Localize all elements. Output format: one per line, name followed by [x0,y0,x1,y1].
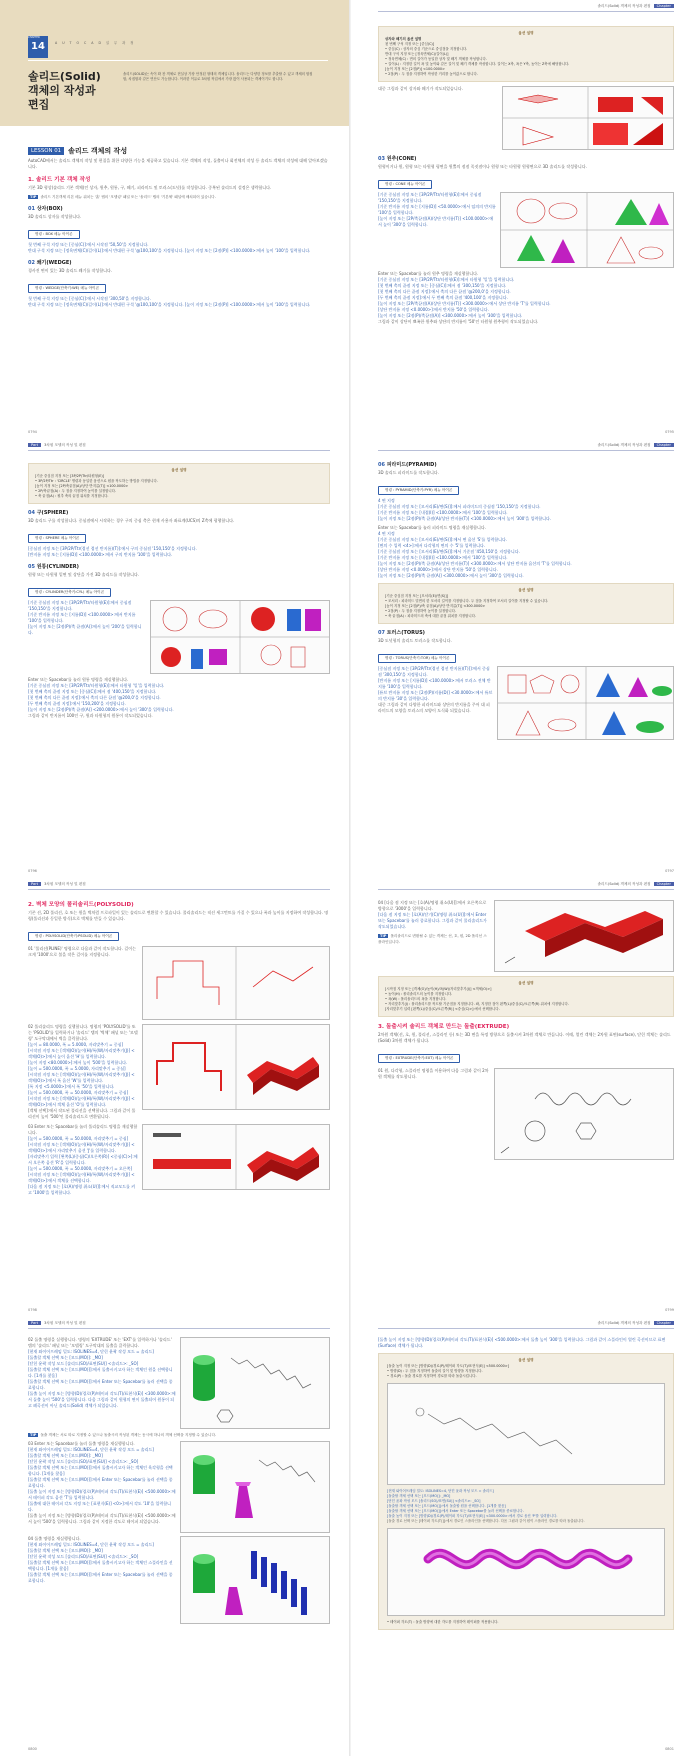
cone-step2: [상단 반지름 지정 <0.0000>]:에서 반지름 '50'을 입력합니다. [378,307,489,312]
pyramid-step: [기준 반지름 지정 또는 [내접(I)] <100.0000>:에서 '100'을 입력합니다. [378,510,508,515]
extrude-step-01: 01 원, 다각형, 스플라인 명령을 이용하여 다음 그림과 같이 2차원 객체를 작도합니다. [378,1068,489,1079]
direction-figure [387,1383,665,1485]
note-line: [돌출할 객체 선택 또는 [모드(MO)]]:에서 돌출할 원을 선택합니다. [1개를 찾음] [387,1504,506,1508]
cone-repeat: Enter 또는 Spacebar를 눌러 원추 명령을 재실행합니다. [378,271,479,276]
note-item: • 2점(P) : 두 점을 지정하여 높이를 설정합니다. [385,609,457,613]
cone-step2: [첫 번째 축의 다른 끝점 지정]:에서 축의 다른 끝점 '@200,0'을 지정합니다. [378,289,511,294]
pyramid-step2: 4 면 지정 [378,531,395,536]
wedge-step-1: 첫 번째 구석 지정 또는 [중심(C)]:에서 시작점 '300,50'을 지정합니다. [28,296,152,301]
cone-step2: [높이 지정 또는 [2점(P)/축끝점(A)] <300.0000>:에서 높이 '300'을 입력합니다. [378,313,523,318]
gutter [349,878,351,1317]
divider [28,60,328,61]
lesson-title: 솔리드 객체의 작성 [68,147,128,155]
tip-badge: TIP [30,1433,37,1437]
page-number: 0799 [665,1308,674,1312]
chapter-label: CHAPTER [28,36,40,39]
note-item: • 모서리 : 피라미드 밑면의 한 모서리 길이를 지정합니다. 두 점을 지정하여 모서리 길이를 지정할 수 있습니다. [385,599,549,603]
part-badge: Part [28,882,41,886]
note-line: [돌출 높이 지정 또는 [방향(D)/경로(P)/테이퍼 각도(T)/표현식(E)] <300.0000>:에서 경로 옵션 'P'를 입력합니다. [387,1514,558,1518]
running-head-right [597,1321,674,1326]
running-head-right [597,443,674,448]
step-04-line: [닫힌 윤곽 작성 모드 [솔리드(SO)/표면(SU)] <솔리드>: _SO] [28,1554,139,1559]
note-item: [높이 지정 또는 [2점(P)] <100.0000> [385,67,445,71]
box-heading [28,205,330,212]
page-right [378,1337,674,1634]
page-right [378,22,674,325]
running-head-text: 3차원 모델의 작성 및 편집 [44,1321,86,1325]
step-03: 03 Enter 또는 Spacebar를 눌러 돌출 명령을 재실행합니다. [28,1441,135,1446]
polysolid-illustration [143,1025,329,1109]
pyramid-step: [기준 중심점 지정 또는 [모서리(E)/면(S)]]:에서 피라미드의 중심점 '150,150'을 지정합니다. [378,504,541,509]
cylinder-repeat: Enter 또는 Spacebar를 눌러 원통 명령을 재실행합니다. [28,677,129,682]
part-badge: Part [28,1321,41,1325]
note-line: [현재 와이어프레임 밀도: ISOLINES=4, 닫힌 윤곽 작성 모드 = 솔리드] [387,1489,494,1493]
running-head-left [28,443,86,448]
step-02-line: [시작점 지정 또는 [객체(O)/높이(H)/폭(W)/자리맞추기(J)] <객체(O)>]:에서 객체 옵션 'O'를 입력합니다. [28,1096,135,1107]
step-02-line: [돌출할 객체 선택 또는 [모드(MO)]: _MO] [28,1355,103,1360]
note-subtitle: 상자와 쐐기의 옵션 설명 [385,37,422,41]
box-wedge-illustration [503,87,673,149]
cone-figure [500,192,674,268]
step-02-line: [높이 = 500.0000, 폭 = 5.0000, 자리맞추기 = 중심] [28,1066,126,1071]
note-item: • 자리맞추기(J) : 폴리솔리드를 작도할 기준점을 지정합니다. 좌, 지정한 점이 왼쪽(L)/중심(C)/오른쪽(R) 위치에 지정합니다. [385,1002,569,1006]
cone-step2: 그림과 같이 상단이 뾰족한 원추와 상단의 반지름이 '50'인 타원형 원추형이 작도되었습니다. [378,319,539,324]
note-line: [돌출 경로 선택 또는 [테이퍼 각도(T)]]:에서 경로인 스플라인을 선택합니다. 다음 그림과 같이 원이 스플라인 경로를 따라 돌출됩니다. [387,1519,585,1523]
note-title: 옵션 설명 [171,468,187,472]
step-03-line: [돌출할 객체 선택 또는 [모드(MO)]: _MO] [28,1453,103,1458]
note-item: • 경로(P) : 돌출 경로를 지정하여 경로를 따라 돌출시킵니다. [387,1374,477,1378]
sphere-cylinder-illustration [151,601,329,673]
polysolid-result-illustration [495,901,673,971]
note-item: [높이 지정 또는 [2점(P)/축 끝점(A)/상단 반지름(T)] <300.0000> [385,604,486,608]
extrude-command: 명령 : EXTRUDE(단축키:EXT) 메뉴 아이콘 [378,1054,460,1063]
header-rule [378,450,674,451]
tip-text: 솔리드 기본객체 리본 메뉴 위치는 '홈' 탭의 '모델링' 패널 또는 '솔리드' 탭의 '기본체' 패널에 배치되어 있습니다. [40,195,216,199]
cylinder-step2: [기준 중심점 지정 또는 [3P/2P/Ttr/타원형(E)]:에서 타원형 '일'을 입력합니다. [28,683,165,688]
box-wedge-figure [502,86,674,150]
pyramid-step: 4 면 지정 [378,498,395,503]
step-02-line: [높이 = 500.0000, 폭 = 50.0000, 자리맞추기 = 중심] [28,1090,129,1095]
cylinder-step2: [첫 번째 축의 다른 끝점 지정]:에서 축의 다른 끝점 '@200,0'을 지정합니다. [28,695,161,700]
cylinder-step2: [두 번째 축의 끝점 지정]:에서 '150,200'을 지정합니다. [28,701,126,706]
step-02-line: [시작점 지정 또는 [객체(O)/높이(H)/폭(W)/자리맞추기(J)] <객체(O)>]:에서 높이 옵션 'H'를 입력합니다. [28,1048,135,1059]
path-extrude-figure [387,1528,665,1616]
polysolid-command: 명령 : POLYSOLID(단축키:PSOLID) 메뉴 아이콘 [28,932,119,941]
pyramid-heading [378,461,674,468]
note-item: 첫 번째 구석 지정 또는 [중심(C)] [385,42,435,46]
path-extrude-illustration [388,1529,664,1615]
step-03-line: [돌출할 객체 선택 또는 [모드(MO)]]:에서 Enter 또는 Spacebar를 눌러 선택을 종료합니다. [28,1477,173,1488]
step-03-line: [시작점 지정 또는 [객체(O)/높이(H)/폭(W)/자리맞추기(J)] <객체(O)>]:에서 자리맞추기 옵션 'J'를 입력합니다. [28,1142,135,1153]
section-title: 2. 벽체 모양의 폴리솔리드(POLYSOLID) [28,902,134,908]
step-04: 04 돌출 명령을 재실행합니다. [28,1536,81,1541]
step-03-line: [높이 = 500.0000, 폭 = 50.0000, 자리맞추기 = 중심] [28,1136,129,1141]
page-number: 0800 [28,1747,37,1751]
spread-1 [0,0,700,440]
page-number: 0795 [665,430,674,434]
header-rule [378,1328,674,1329]
extrude-cylinder-illustration [181,1338,329,1428]
chapter-number: 14 [28,36,48,58]
pyramid-step: [높이 지정 또는 [2점(P)/축 끝점(A)/상단 반지름(T)] <100.0000>:에서 높이 '300'을 입력합니다. [378,516,552,521]
chapter-badge: Chapter [654,4,674,8]
note-line: [닫힌 윤곽 작성 모드 [솔리드(SO)/표면(SU)] <솔리드>: _SO] [387,1499,481,1503]
page-left [28,140,330,308]
cylinder-step2: 그림과 같이 반지름이 100인 구, 원과 타원형의 원통이 작도되었습니다. [28,713,153,718]
step-02-line: [시작점 지정 또는 [객체(O)/높이(H)/폭(W)/자리맞추기(J)] <객체(O)>]:에서 폭 옵션 'W'를 입력합니다. [28,1072,135,1083]
lesson-intro: AutoCAD에서는 솔리드 객체의 작성 및 편집을 위한 다양한 기능을 제공하고 있습니다. 기본 객체의 작성, 돌출이나 회전체의 작성 등 솔리드 객체의 작성에 대해 알아보겠습니다. [28,158,328,169]
note-item: [높이 지정 또는 [2P/축끝점(A)/상단 반지름(T)] <100.0000> [35,484,129,488]
header-rule [378,11,674,12]
chapter-spaced: A U T O C A D 실 무 과 정 [55,41,136,45]
note-title: 옵션 설명 [518,31,534,35]
step-03-line: [돌출할 객체 선택 또는 [모드(MO)]]:에서 돌출시키고자 하는 객체인 육각형을 선택합니다. [1개를 찾음] [28,1465,173,1476]
step-04-line: [다음 점 지정 또는 [호(A)/닫기(C)/명령 취소(U)]]:에서 Enter 또는 Spacebar를 눌러 종료합니다. 그림과 같이 폴리솔리드가 작도되었습니다. [378,912,487,929]
option-note [28,463,330,504]
wedge-step-2: 반대 구석 지정 또는 [정육면체(C)/길이(L)]:에서 반대편 구석 '@100,100'을 지정합니다. [높이 지정 또는 [2점(P)] <100.0000>:에서 높이 '100'을 입력합니다. [28,302,311,307]
running-head-text: 3차원 모델의 작성 및 편집 [44,443,86,447]
step-02-line: [돌출 높이 지정 또는 [방향(D)/경로(P)/테이퍼 각도(T)/표현식(E)] <300.0000>:에서 돌출 높이 '500'을 입력합니다. 다음 그림과 같이 원형의 면이 돌출되어 원통이 되고 폐곡선이 아닌 솔리드(Solid) 객체가 되었습니다. [28,1391,176,1408]
page-left [28,1337,330,1624]
step-02: 02 폴리솔리드 명령을 실행합니다. 명령의 'POLYSOLID'를 또는 'PSOLID'를 입력하거나 '솔리드' 탭의 '벽체' 패널 또는 '모델링' 도구막대에서 벽을 클릭합니다. [28,1024,138,1041]
sphere-step: [중심점 지정 또는 [3P/2P/Ttr(접선 접선 반지름)(T)]:에서 구의 중심점 '150,150'을 지정합니다. [28,546,197,551]
cone-step2: [높이 지정 또는 [2P/축끝점(A)/상단 반지름(T)] <300.0000>:에서 상단 반지름 'T'를 입력합니다. [378,301,551,306]
note-title: 옵션 설명 [518,1358,534,1362]
cone-step: [기준 반지름 지정 또는 [지름(D)] <50.0000>:에서 임의의 반지름 '100'을 입력합니다. [378,204,496,215]
note-item: • 길이(L) : 지정한 길이 폭 및 높이와 같은 길이 및 쐐기 객체를 작성합니다. 길이는 X축, 폭은 Y축, 높이는 Z축에 해당합니다. [385,62,570,66]
wedge-heading [28,259,330,266]
step-03-line: [자리맞추기 입력 [왼쪽(L)/중심(C)/오른쪽(R)] <중심(C)>]:에서 오른쪽 옵션 'R'을 입력합니다. [28,1154,138,1165]
note-item: • 축 끝점(A) : 피라미드의 축에 대한 끝점 위치를 지정합니다. [385,614,476,618]
page-right [378,898,674,1160]
wedge-text: 경사진 면이 있는 3D 솔리드 쐐기를 작성합니다. [28,268,113,273]
step-04-line: [돌출할 객체 선택 또는 [모드(MO)]]:에서 돌출시키고자 하는 객체인 스플라인을 선택합니다. [1개를 찾음] [28,1560,173,1571]
polysolid-result-figure [494,900,674,972]
note-item: • 2P/축끝점(A) : 두 점을 지정하여 높이를 설정합니다. [35,489,117,493]
step-02-line: [돌출할 객체 선택 또는 [모드(MO)]]:에서 돌출시키고자 하는 객체인 원을 선택합니다. [1개를 찾음] [28,1367,173,1378]
pyramid-step2: [면의 수 입력 <4>]:에서 다각형의 면의 수 '5'를 입력합니다. [378,543,486,548]
box-command: 명령 : BOX 메뉴 아이콘 [28,230,80,239]
box-num: 01 [28,206,35,212]
cone-illustration [501,193,673,267]
cone-heading [378,155,674,162]
option-note [378,976,674,1017]
cone-text: 원형이거나 원, 원형 또는 타원형 평면을 원뿔의 점점 꼭짓점이나 원형 또는 타원형 원형면으로 3D 솔리드를 작성합니다. [378,164,587,169]
spread-3 [0,878,700,1318]
extrude-taper-illustration [181,1442,329,1532]
step-04: 04 [다음 점 지정 또는 [호(A)/명령 취소(U)]]:에서 오른쪽으로 방향으로 '3000'을 입력합니다. [378,900,487,911]
page-number: 0794 [28,430,37,434]
cylinder-figure [150,600,330,674]
chapter-hero [0,0,349,126]
torus-text: 3D 도넛형의 솔리드 토러스를 작도합니다. [378,638,452,643]
lesson-tag: LESSON 01 [28,147,64,155]
note-item: • 2점(P) : 두 점을 지정하여 작성한 거리를 높이값으로 합니다. [385,72,478,76]
wedge-num: 02 [28,260,35,266]
step-03-line: [돌출에 대한 테이퍼 각도 지정 또는 [표현식(E)] <0>]:에서 각도 '10'을 입력합니다. [28,1501,171,1512]
direction-illustration [388,1384,664,1484]
pyramid-step2: [기준 중심점 지정 또는 [모서리(E)/면(S)]]:에서 기준점 '450,150'을 지정합니다. [378,549,520,554]
step-03-line: [돌출 높이 지정 또는 [방향(D)/경로(P)/테이퍼 각도(T)/표현식(E)] <500.0000>:에서 높이 '500'을 입력합니다. 그림과 같이 지정한 각도로 테이퍼 되었습니다. [28,1513,176,1524]
sphere-command: 명령 : SPHERE 메뉴 아이콘 [28,534,86,543]
torus-title: 토러스(TORUS) [386,630,425,636]
cylinder-heading [28,563,330,570]
chapter-badge: Chapter [654,882,674,886]
torus-step: [반지름 지정 또는 [지름(D)] <100.0000>:에서 토러스 전체 반지름 '100'을 입력합니다. [378,678,491,689]
section-text: 기존 선, 2D 폴리선, 호 또는 원을 벽처럼 프로파일이 있는 솔리드로 변환할 수 있습니다. 폴리솔리드는 직선 세그먼트를 가질 수 있으나 폭과 높이를 지정하여 작성합니다. 명령(폴리선과 동일한 방식)으로 벽체를 만들 수 있습니다. [28,910,329,921]
cylinder-step: [기준 반지름 지정 또는 [지름(D)] <100.0000>:에서 반지름 '100'을 입력합니다. [28,612,136,623]
running-head-right [597,882,674,887]
chapter-title: 솔리드(Solid) 객체의 작성과 편집 [28,70,101,111]
cylinder-step2: [첫 번째 축의 끝점 지정 또는 [중심(C)]:에서 점 '400,150'을 지정합니다. [28,689,157,694]
option-note [378,26,674,82]
running-head-text: 솔리드(Solid) 객체의 작성과 편집 [597,443,651,447]
spread-2 [0,439,700,879]
polyline-illustration [143,947,329,1019]
extrude-surface-figure [180,1536,330,1624]
cylinder-title: 원통(CYLINDER) [36,564,79,570]
spread-4 [0,1317,700,1756]
cylinder-step: [높이 지정 또는 [2점(P)/축 끝점(A)]:에서 높이 '200'을 입력합니다. [28,624,142,635]
chapter-intro: 솔리드(SOLID)는 속이 꽉 찬 객체로 현실상 가장 안정된 형태의 객체입니다. 솔리드는 다양한 정보를 추출할 수 있고 객체의 합집합, 차집합과 같은 연산도 가능합니다. 이러한 이유로 3차원 작업에서 가장 많이 사용되는 객체이기도 합니다. [123,72,313,82]
tip-badge: TIP [30,195,37,199]
step-04-line: [현재 와이어프레임 밀도: ISOLINES=4, 닫힌 윤곽 작성 모드 = 솔리드] [28,1542,154,1547]
note-line: [돌출할 객체 선택 또는 [모드(MO)]: _MO] [387,1494,451,1498]
cone-command: 명령 : CONE 메뉴 아이콘 [378,180,432,189]
section-text: 기본 3D 형상(솔리드 기본 객체)인 상자, 원추, 원통, 구, 쐐기, 피라미드 및 토러스(도넛)를 작성합니다. 중복된 솔리드의 설정은 생략합니다. [28,185,272,190]
step-03-line: [현재 와이어프레임 밀도: ISOLINES=4, 닫힌 윤곽 작성 모드 = 솔리드] [28,1447,154,1452]
chapter-badge: Chapter [654,443,674,447]
step-04-line: [돌출할 객체 선택 또는 [모드(MO)]: _MO] [28,1548,103,1553]
note-item: • 축 끝점(A) : 원추 축의 끝점 위치를 지정합니다. [35,494,109,498]
step-03-line: [시작점 지정 또는 [객체(O)/높이(H)/폭(W)/자리맞추기(J)] <객체(O)>]:에서 객체를 선택합니다. [28,1172,135,1183]
note-item: • 폭(W) : 폴리솔리드의 폭을 지정합니다. [385,997,447,1001]
option-note [378,1353,674,1630]
note-item: [돌출 높이 지정 또는 [방향(D)/경로(P)/테이퍼 각도(T)/표현식(E)] <500.0000>] [387,1364,510,1368]
note-item: • 정육면체(C) : 면의 길이가 동일한 상자 및 쐐기 객체를 작성합니다. [385,57,487,61]
step-02-line: [폭 지정 <5.0000>]:에서 폭 '50'을 입력합니다. [28,1084,115,1089]
extrude-2d-illustration [495,1069,673,1159]
pyramid-step2: [상단 반지름 지정 <0.0000>]:에서 상단 반지름 '50'을 입력합니다. [378,567,498,572]
note-item: [기준 중심점 지정 또는 [3P/2P/Ttr/타원형(E)] [35,474,104,478]
cylinder-step: [기준 중심점 지정 또는 [3P/2P/Ttr/타원형(E)]:에서 중심점 '150,150'을 지정합니다. [28,600,132,611]
polyline-figure [142,946,330,1020]
pyramid-repeat: Enter 또는 Spacebar를 눌러 피라미드 명령을 재실행합니다. [378,525,487,530]
running-head-left [28,1321,86,1326]
running-head-text: 솔리드(Solid) 객체의 작성과 편집 [597,4,651,8]
cylinder-num: 05 [28,564,35,570]
step-03-line: [높이 = 500.0000, 폭 = 50.0000, 자리맞추기 = 오른쪽] [28,1166,133,1171]
cylinder-text: 원형 또는 타원형 밑면 및 상단을 가진 3D 솔리드를 작성합니다. [28,572,140,577]
page-number: 0798 [28,1308,37,1312]
step-02: 02 돌출 명령을 실행합니다. 명령의 'EXTRUDE' 또는 'EXT'를 입력하거나 '솔리드' 탭의 '솔리드' 패널 또는 '모델링' 도구막대의 돌출을 클릭합니다. [28,1337,172,1348]
tip [378,933,490,945]
gutter [349,0,351,439]
right-top-text: [돌출 높이 지정 또는 [방향(D)/경로(P)/테이퍼 각도(T)/표현식(E)] <500.0000>:에서 돌출 높이 '300'을 입력합니다. 그림과 같이 스플라인이 열린 곡선이므로 표면(Surface) 객체가 됩니다. [378,1337,666,1348]
note-item: • 높이(H) : 폴리솔리드의 높이를 지정합니다. [385,992,453,996]
tip-badge: TIP [380,934,387,938]
note-item: • 3P/2P/Ttr : 'CIRCLE' 명령과 동일한 옵션으로 원을 작도하는 방법을 지정합니다. [35,479,158,483]
torus-command: 명령 : TORUS(단축키:TOR) 메뉴 아이콘 [378,654,456,663]
polysolid-wall-figure [142,1124,330,1190]
sphere-text: 3D 솔리드 구를 작성합니다. 중심점에서 시작하는 경우 구의 중심 축은 현재 사용자 좌표계(UCS)의 Z축에 평행합니다. [28,518,235,523]
torus-figure [497,666,674,740]
box-title: 상자(BOX) [36,206,63,212]
tip-text: 돌출 객체는 서로 따로 지정할 수 있으나 돌출시켜 작성된 객체는 동시에 하나의 객체 선택을 지정할 수 있습니다. [40,1433,217,1437]
cone-step: [높이 지정 또는 [2P/축끝점(A)/상단 반지름(T)] <100.0000>:에서 높이 '300'을 입력합니다. [378,216,494,227]
torus-illustration [498,667,674,739]
sphere-title: 구(SPHERE) [36,510,69,516]
torus-heading [378,629,674,636]
extrude-cylinder-figure [180,1337,330,1429]
tip-text: 폴리솔리드로 변환될 수 있는 객체는 선, 호, 원, 2D 폴리선 스플라인입니다. [378,934,487,944]
pyramid-command: 명령 : PYRAMID(단축키:PYR) 메뉴 아이콘 [378,486,459,495]
step-02-line: [돌출할 객체 선택 또는 [모드(MO)]]:에서 Enter 또는 Spacebar를 눌러 선택을 종료합니다. [28,1379,173,1390]
step-03-line: [다음 점 지정 또는 [호(A)/명령 취소(U)]]:에서 직교모드를 켜고 '1000'을 입력합니다. [28,1184,136,1195]
cylinder-command: 명령 : CYLINDER(단축키:CYL) 메뉴 아이콘 [28,588,111,597]
cone-step2: [기준 중심점 지정 또는 [3P/2P/Ttr/타원형(E)]:에서 타원형 '일'을 입력합니다. [378,277,515,282]
page-number: 0801 [665,1747,674,1751]
running-head-right [597,4,674,9]
extrude-surface-illustration [181,1537,329,1623]
part-badge: Part [28,443,41,447]
header-rule [378,889,674,890]
polysolid-figure [142,1024,330,1110]
section-title: 3. 돌출시켜 솔리드 객체로 만드는 돌출(EXTRUDE) [378,1024,510,1030]
sphere-num: 04 [28,510,35,516]
step-03: 03 Enter 또는 Spacebar를 눌러 폴리솔리드 명령을 재실행합니다. [28,1124,138,1135]
pyramid-step2: [기준 반지름 지정 또는 [내접(I)] <100.0000>:에서 '100'을 입력합니다. [378,555,508,560]
note-title: 옵션 설명 [518,588,534,592]
tip [28,194,330,200]
wedge-command: 명령 : WEDGE(단축키:WE) 메뉴 아이콘 [28,284,106,293]
running-head-text: 솔리드(Solid) 객체의 작성과 편집 [597,882,651,886]
step-02-line: [닫힌 윤곽 작성 모드 [솔리드(SO)/표면(SU)] <솔리드>: _SO] [28,1361,139,1366]
note-item: • 방향(D) : 두 점을 지정하여 돌출의 길이 및 방향을 지정합니다. [387,1369,483,1373]
running-head-left [28,882,86,887]
cone-step: [기준 중심점 지정 또는 [3P/2P/Ttr/타원형(E)]:에서 중심점 '150,150'을 지정합니다. [378,192,482,203]
cone-title: 원추(CONE) [386,156,417,162]
pyramid-title: 피라미드(PYRAMID) [386,462,437,468]
sphere-step: [반지름 지정 또는 [지름(D)] <100.0000>:에서 구의 반지름 '100'을 입력합니다. [28,552,173,557]
note-item: [시작점 지정 또는 [객체(O)/높이(H)/폭(W)/자리맞추기(J)] <객체(O)>] [385,987,492,991]
pyramid-step2: [높이 지정 또는 [2점(P)/축 끝점(A)/상단 반지름(T)] <300.0000>:에서 상단 반지름 옵션의 'T'를 입력합니다. [378,561,572,566]
step-01: 01 '폴리선(PLINE)' 명령으로 다음과 같이 작도합니다. 길이는 크게 '1000'으로 볼을 작은 길이를 지정합니다. [28,946,136,957]
torus-num: 07 [378,630,385,636]
cone-num: 03 [378,156,385,162]
cone-step2: [두 번째 축의 끝점 지정]:에서 두 번째 축의 끝점 '400,100'을 지정합니다. [378,295,508,300]
page-right [378,459,674,740]
note-title: 옵션 설명 [518,981,534,985]
extrude-taper-figure [180,1441,330,1533]
page-left [28,459,330,719]
step-02-line: [현재 와이어프레임 밀도: ISOLINES=4, 닫힌 윤곽 작성 모드 = 솔리드] [28,1349,154,1354]
step-03-line: [닫힌 윤곽 작성 모드 [솔리드(SO)/표면(SU)] <솔리드>: _SO] [28,1459,139,1464]
sphere-heading [28,509,330,516]
tip [28,1432,330,1438]
chapter-badge: Chapter [654,1321,674,1325]
cylinder-step2: [높이 지정 또는 [2점(P)/축 끝점(A)] <200.0000>:에서 높이 '300'을 입력합니다. [28,707,174,712]
step-03-line: [돌출 높이 지정 또는 [방향(D)/경로(P)/테이퍼 각도(T)/표현식(E)] <500.0000>:에서 테이퍼 각도 옵션 'T'를 입력합니다. [28,1489,176,1500]
header-rule [28,1328,330,1329]
note-item: 반대 구석 지정 또는 [정육면체(C)/길이(L)] [385,52,449,56]
lesson-heading [28,146,330,156]
section-text: 2차원 객체(선, 호, 원, 폴리선, 스플라인 등) 또는 3D 면을 특정 방향으로 돌출시켜 3차원 객체로 만듭니다. 이때, 열린 객체는 2차원 표면(surface), 닫힌 객체는 솔리드(Solid) 3차원 객체가 됩니다. [378,1032,671,1043]
note-item: [기준 중심점 지정 또는 [모서리(E)/면(S)]] [385,594,448,598]
polysolid-wall-illustration [143,1125,329,1189]
pyramid-num: 06 [378,462,385,468]
note-item: [자리맞추기 입력 [왼쪽(L)/중심(C)/오른쪽(R)] <중심(C)>]:에서 선택합니다. [385,1007,500,1011]
wedge-title: 쐐기(WEDGE) [36,260,72,266]
note-line: [돌출할 객체 선택 또는 [모드(MO)]]:에서 Enter 또는 Spacebar를 눌러 선택을 종료합니다. [387,1509,524,1513]
gutter [349,1317,351,1756]
pyramid-text: 3D 솔리드 피라미드를 작도합니다. [378,470,439,475]
option-note-2 [378,583,674,624]
page-number: 0796 [28,869,37,873]
section-title: 1. 솔리드 기본 객체 작성 [28,177,91,183]
running-head-text: 솔리드(Solid) 객체의 작성과 편집 [597,1321,651,1325]
gutter [349,439,351,878]
header-rule [28,450,330,451]
pyramid-step2: [높이 지정 또는 [2점(P)/축 끝점(A)] <300.0000>:에서 높이 '300'을 입력합니다. [378,573,524,578]
after-text: 대중 그림과 같이 상자와 쐐기가 작도되었습니다. [378,86,463,91]
torus-step: 대중 그림과 같이 다양한 피라미드와 상단의 반지름을 주어 대 피라미드의 모양을 토러스의 모양이 도식화 되었습니다. [378,702,490,713]
box-text: 3D 솔리드 상자를 작성합니다. [28,214,82,219]
cone-step2: [첫 번째 축의 끝점 지정 또는 [중심(C)]:에서 점 '300,150'을 지정합니다. [378,283,507,288]
page-left [28,898,330,1196]
step-04-line: [돌출할 객체 선택 또는 [모드(MO)]]:에서 Enter 또는 Spacebar를 눌러 선택을 종료합니다. [28,1572,173,1583]
note-footer: • 테이퍼 각도(T) : 돌출 방향에 대한 각도를 지정하여 테이퍼를 적용합니다. [387,1620,499,1624]
pyramid-step2: [기준 중심점 지정 또는 [모서리(E)/면(S)]]:에서 면 옵션 'S'를 입력합니다. [378,537,508,542]
torus-step: [중심점 지정 또는 [3P/2P/Ttr(접선 접선 반지름)(T)]]:에서 중심점 '300,150'을 지정합니다. [378,666,490,677]
box-step-2: 반대 구석 지정 또는 [정육면체(C)/길이(L)]:에서 반대편 구석 '@100,100'을 지정합니다. [높이 지정 또는 [2점(P)] <100.0000>:에서 높이 '100'을 입력합니다. [28,248,311,253]
step-02-line: [높이 = 80.0000, 폭 = 5.0000, 자리맞추기 = 중심] [28,1042,124,1047]
step-02-line: [높이 지정 <80.0000>]:에서 높이 '500'을 입력합니다. [28,1060,128,1065]
page-number: 0797 [665,869,674,873]
torus-step: [튜브 반지름 지정 또는 [2점(P)/지름(D)] <30.0000>:에서 튜브의 반지름 '30'을 입력합니다. [378,690,493,701]
note-item: • 중심(C) : 상자의 중심 기준으로 중심점을 지정합니다. [385,47,468,51]
header-rule [28,889,330,890]
step-02-line: [객체 선택]:에서 작도된 폴리선을 선택합니다. 그림과 같이 폴리선이 높이 '500'인 폴리솔리드로 변환됩니다. [28,1108,136,1119]
extrude-2d-figure [494,1068,674,1160]
box-step-1: 첫 번째 구석 지정 또는 [중심(C)]:에서 시작점 '50,50'을 지정합니다. [28,242,149,247]
running-head-text: 3차원 모델의 작성 및 편집 [44,882,86,886]
